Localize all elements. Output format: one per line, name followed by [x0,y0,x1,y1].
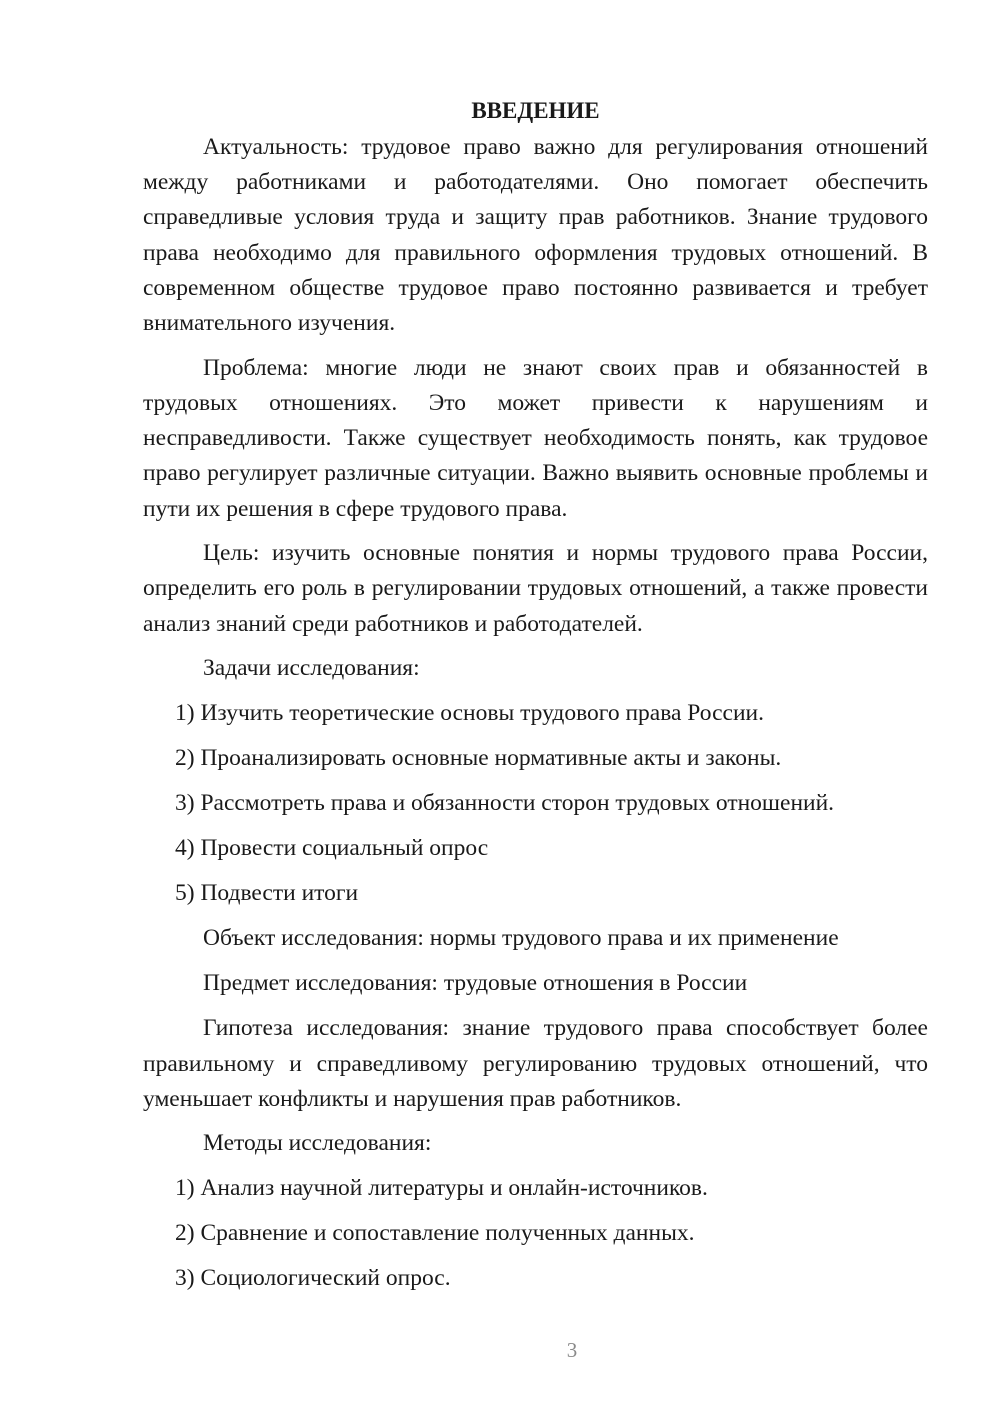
method-item: 2) Сравнение и сопоставление полученных данных. [175,1220,695,1247]
problem-paragraph: Проблема: многие люди не знают своих прав и обязанностей в трудовых отношениях. Это может привести к нарушениям и несправедливости. Также существует необходимость понять, как трудовое право регулирует различные ситуации. Важно выявить основные проблемы и пути их решения в сфере трудового права. [143,354,928,522]
task-item: 5) Подвести итоги [175,880,359,907]
task-item: 2) Проанализировать основные нормативные акты и законы. [175,745,782,772]
task-item: 1) Изучить теоретические основы трудового права России. [175,700,765,727]
document-body [143,94,928,1306]
method-item: 1) Анализ научной литературы и онлайн-источников. [175,1175,708,1202]
hypothesis-paragraph: Гипотеза исследования: знание трудового права способствует более правильному и справедливому регулированию трудовых отношений, что уменьшает конфликты и нарушения прав работников. [143,1015,928,1112]
task-item: 4) Провести социальный опрос [175,835,489,862]
method-item: 3) Социологический опрос. [175,1265,451,1292]
page-number: 3 [566,1338,578,1362]
research-object: Объект исследования: нормы трудового права и их применение [203,925,839,952]
tasks-heading: Задачи исследования: [203,655,420,682]
task-item: 3) Рассмотреть права и обязанности сторон трудовых отношений. [175,790,835,817]
research-subject: Предмет исследования: трудовые отношения в России [203,970,748,997]
methods-heading: Методы исследования: [203,1130,432,1157]
goal-paragraph: Цель: изучить основные понятия и нормы трудового права России, определить его роль в регулировании трудовых отношений, а также провести анализ знаний среди работников и работодателей. [143,540,928,637]
relevance-paragraph: Актуальность: трудовое право важно для регулирования отношений между работниками и работодателями. Оно помогает обеспечить справедливые условия труда и защиту прав работников. Знание трудового права необходимо для правильного оформления трудовых отношений. В современном обществе трудовое право постоянно развивается и требует внимательного изучения. [143,134,928,337]
section-title: ВВЕДЕНИЕ [471,98,600,123]
